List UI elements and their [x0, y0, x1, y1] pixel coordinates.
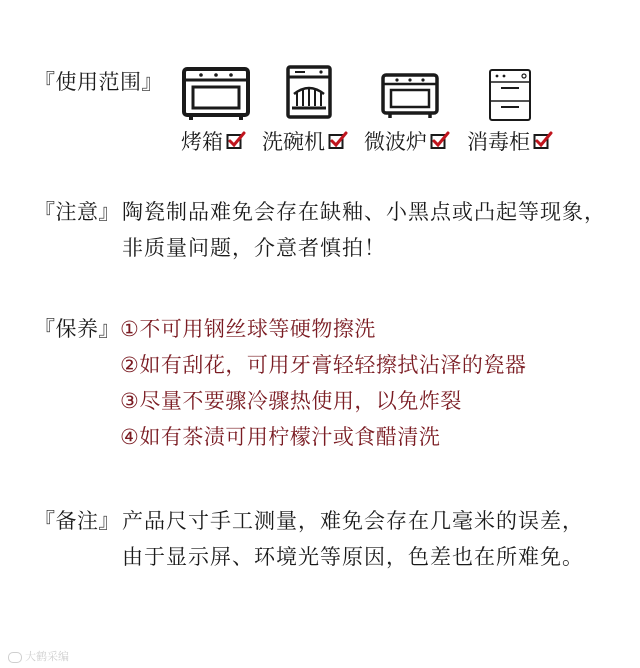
oven-label	[181, 126, 246, 156]
dishwasher-label-text: 洗碗机	[262, 130, 325, 154]
dishwasher-icon	[285, 64, 333, 120]
watermark	[8, 648, 69, 664]
notice-line-2: 非质量问题，介意者慎拍！	[122, 236, 386, 260]
care-item-4: ④如有茶渍可用柠檬汁或食醋清洗	[120, 425, 441, 449]
remarks-line-2: 由于显示屏、环境光等原因，色差也在所难免。	[122, 545, 584, 569]
microwave-label-text: 微波炉	[364, 130, 427, 154]
microwave-icon	[380, 72, 440, 120]
watermark-text: 大鹤采编	[25, 650, 69, 663]
check-icon	[328, 131, 348, 151]
care-heading: 『保养』	[34, 317, 120, 341]
usage-heading: 『使用范围』	[34, 70, 163, 94]
dishwasher-label	[262, 126, 348, 156]
sterilizer-cabinet-icon	[488, 68, 532, 122]
check-icon	[226, 131, 246, 151]
care-item-3: ③尽量不要骤冷骤热使用，以免炸裂	[120, 389, 462, 413]
check-icon	[430, 131, 450, 151]
oven-label-text: 烤箱	[181, 130, 223, 154]
remarks-line-1: 产品尺寸手工测量，难免会存在几毫米的误差，	[122, 509, 584, 533]
notice-heading: 『注意』	[34, 200, 120, 224]
sterilizer-label-text: 消毒柜	[467, 130, 530, 154]
watermark-logo-icon	[8, 652, 22, 663]
care-item-2: ②如有刮花，可用牙膏轻轻擦拭沾泽的瓷器	[120, 353, 527, 377]
care-item-1: ①不可用钢丝球等硬物擦洗	[120, 317, 376, 341]
oven-icon	[181, 66, 251, 122]
sterilizer-label	[467, 126, 553, 156]
check-icon	[533, 131, 553, 151]
notice-line-1: 陶瓷制品难免会存在缺釉、小黑点或凸起等现象，	[122, 200, 606, 224]
remarks-heading: 『备注』	[34, 509, 120, 533]
microwave-label	[364, 126, 450, 156]
